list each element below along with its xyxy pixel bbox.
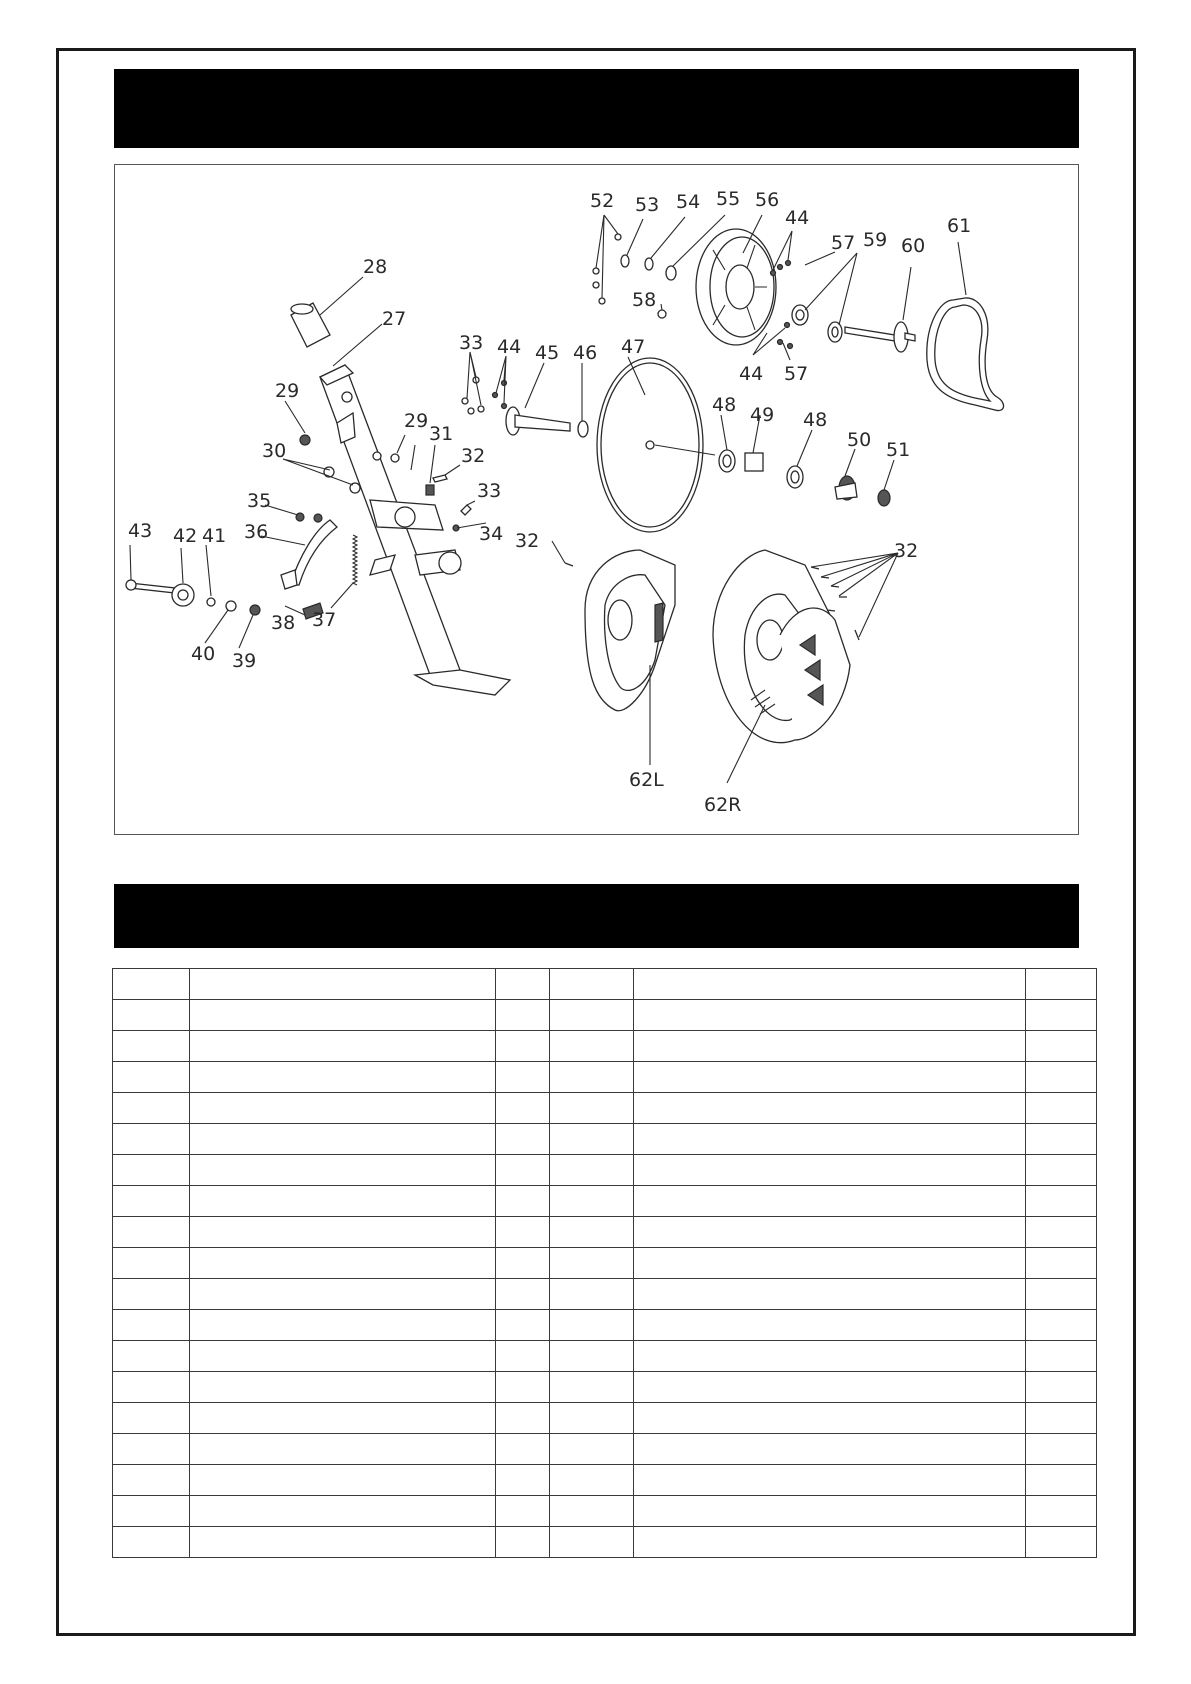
table-cell [550,1279,634,1310]
callout-28: 28 [363,256,388,278]
table-cell [550,1248,634,1279]
part-39-43-axle-group [126,580,260,615]
callout-32c: 32 [894,540,919,562]
callout-37: 37 [312,609,337,631]
table-cell [634,969,1026,1000]
part-45-shaft [506,407,570,435]
part-61-drive-belt [927,298,1004,411]
table-cell [550,969,634,1000]
part-60-axle [845,322,915,352]
table-cell [496,1093,550,1124]
table-cell [1026,1434,1097,1465]
callout-27: 27 [382,308,407,330]
callout-40: 40 [191,643,216,665]
table-cell [1026,1248,1097,1279]
table-cell [550,1310,634,1341]
table-row [113,1186,1097,1217]
table-cell [1026,1000,1097,1031]
callout-44b: 44 [785,207,810,229]
callout-52: 52 [590,190,615,212]
parts-list-table [112,968,1097,1558]
table-cell [496,1465,550,1496]
table-cell [190,1434,496,1465]
callout-32a: 32 [461,445,486,467]
table-cell [113,1124,190,1155]
table-cell [496,1279,550,1310]
table-cell [190,1372,496,1403]
callout-59: 59 [863,229,888,251]
callout-33a: 33 [477,480,502,502]
part-48-49-bearings [719,450,803,488]
table-cell [190,1279,496,1310]
table-cell [1026,1155,1097,1186]
callout-29b: 29 [404,410,429,432]
table-row [113,969,1097,1000]
table-cell [1026,1341,1097,1372]
part-62R-right-cover [713,550,850,743]
table-cell [550,1062,634,1093]
callout-48a: 48 [712,394,737,416]
table-row [113,1527,1097,1558]
table-cell [496,1496,550,1527]
table-cell [496,1434,550,1465]
table-cell [550,1217,634,1248]
table-cell [113,969,190,1000]
table-cell [634,1124,1026,1155]
callout-39: 39 [232,650,257,672]
table-cell [190,1248,496,1279]
table-cell [496,1000,550,1031]
table-cell [634,1465,1026,1496]
table-row [113,1434,1097,1465]
callout-labels [128,188,971,816]
table-cell [113,1155,190,1186]
table-cell [113,1031,190,1062]
parts-list-body [113,969,1097,1558]
exploded-view-drawing [115,165,1080,836]
table-cell [634,1031,1026,1062]
table-cell [550,1403,634,1434]
table-cell [190,1000,496,1031]
table-row [113,1031,1097,1062]
table-cell [634,1155,1026,1186]
table-cell [190,1310,496,1341]
table-cell [634,1341,1026,1372]
callout-45: 45 [535,342,560,364]
table-cell [496,1155,550,1186]
callout-51: 51 [886,439,911,461]
table-cell [1026,1031,1097,1062]
table-cell [113,1279,190,1310]
table-row [113,1403,1097,1434]
part-57-59-bearings [771,261,843,349]
table-cell [496,1031,550,1062]
table-cell [113,1310,190,1341]
table-cell [1026,1186,1097,1217]
callout-56: 56 [755,189,780,211]
table-cell [1026,1496,1097,1527]
table-cell [113,1496,190,1527]
table-cell [496,1186,550,1217]
table-row [113,1155,1097,1186]
table-row [113,1279,1097,1310]
table-cell [496,1217,550,1248]
table-cell [550,1496,634,1527]
table-cell [113,1062,190,1093]
table-cell [190,1496,496,1527]
table-cell [113,1465,190,1496]
table-row [113,1217,1097,1248]
table-row [113,1248,1097,1279]
table-row [113,1465,1097,1496]
table-row [113,1000,1097,1031]
table-cell [1026,1062,1097,1093]
table-cell [113,1527,190,1558]
table-cell [190,1093,496,1124]
table-cell [496,1124,550,1155]
callout-30: 30 [262,440,287,462]
table-cell [113,1248,190,1279]
table-cell [550,1124,634,1155]
table-cell [113,1341,190,1372]
table-cell [1026,1527,1097,1558]
callout-47: 47 [621,336,646,358]
callout-46: 46 [573,342,598,364]
table-cell [634,1310,1026,1341]
part-56-pulley [696,229,776,345]
part-46-washer [578,421,588,437]
part-50-51-freewheel [835,476,890,506]
table-cell [634,1217,1026,1248]
table-cell [1026,1465,1097,1496]
callout-55: 55 [716,188,741,210]
table-cell [190,1403,496,1434]
table-cell [190,1527,496,1558]
callout-62L: 62L [629,769,664,791]
table-cell [113,1372,190,1403]
table-cell [113,1217,190,1248]
table-cell [113,1434,190,1465]
table-cell [550,1341,634,1372]
callout-62R: 62R [704,794,742,816]
table-cell [1026,1403,1097,1434]
table-cell [1026,1124,1097,1155]
part-33-44-small-fasteners [462,377,507,414]
callout-43: 43 [128,520,153,542]
table-cell [190,1062,496,1093]
table-cell [113,1186,190,1217]
table-cell [190,1155,496,1186]
part-37-spring [353,535,357,585]
callout-42: 42 [173,525,198,547]
table-cell [550,1527,634,1558]
table-row [113,1341,1097,1372]
callout-32b: 32 [515,530,540,552]
callout-41: 41 [202,525,227,547]
table-cell [113,1093,190,1124]
table-cell [496,1310,550,1341]
table-cell [190,1186,496,1217]
table-cell [634,1186,1026,1217]
table-cell [550,1155,634,1186]
table-cell [496,1372,550,1403]
table-cell [550,1031,634,1062]
callout-60: 60 [901,235,926,257]
table-cell [113,1403,190,1434]
table-row [113,1496,1097,1527]
parts-list-header-bar [114,884,1079,948]
table-cell [634,1434,1026,1465]
part-32-bolt [433,475,447,482]
table-cell [550,1434,634,1465]
table-cell [1026,1310,1097,1341]
table-cell [1026,1279,1097,1310]
table-cell [496,1248,550,1279]
table-cell [634,1527,1026,1558]
table-cell [634,1403,1026,1434]
callout-57a: 57 [831,232,856,254]
table-cell [1026,1093,1097,1124]
table-row [113,1093,1097,1124]
callout-50: 50 [847,429,872,451]
table-row [113,1310,1097,1341]
table-cell [190,1465,496,1496]
table-cell [190,969,496,1000]
table-cell [634,1279,1026,1310]
callout-44a: 44 [497,336,522,358]
table-row [113,1062,1097,1093]
part-35-36-brake-arm [281,513,337,589]
callout-58: 58 [632,289,657,311]
exploded-parts-diagram [114,164,1079,835]
table-cell [550,1186,634,1217]
callout-31: 31 [429,423,454,445]
table-cell [496,1341,550,1372]
table-cell [496,969,550,1000]
table-cell [190,1217,496,1248]
callout-57b: 57 [784,363,809,385]
table-row [113,1372,1097,1403]
table-cell [550,1000,634,1031]
callout-44c: 44 [739,363,764,385]
callout-53: 53 [635,194,660,216]
table-cell [634,1093,1026,1124]
callout-61: 61 [947,215,972,237]
table-cell [113,1000,190,1031]
table-cell [634,1062,1026,1093]
exploded-diagram-header-bar [114,69,1079,148]
table-cell [634,1372,1026,1403]
part-28-end-cap [291,303,330,347]
table-cell [634,1496,1026,1527]
table-cell [550,1093,634,1124]
callout-29a: 29 [275,380,300,402]
callout-48b: 48 [803,409,828,431]
part-62L-left-cover [585,550,675,711]
callout-36: 36 [244,521,269,543]
part-47-flywheel-disc [597,358,715,532]
table-cell [550,1372,634,1403]
callout-54: 54 [676,191,701,213]
table-row [113,1124,1097,1155]
table-cell [634,1248,1026,1279]
part-31-clip [411,445,434,495]
table-cell [1026,969,1097,1000]
callout-34: 34 [479,523,504,545]
table-cell [190,1031,496,1062]
table-cell [550,1465,634,1496]
callout-49: 49 [750,404,775,426]
table-cell [190,1124,496,1155]
table-cell [190,1341,496,1372]
table-cell [496,1403,550,1434]
table-cell [1026,1372,1097,1403]
callout-33b: 33 [459,332,484,354]
table-cell [634,1000,1026,1031]
callout-35: 35 [247,490,272,512]
table-cell [496,1527,550,1558]
table-cell [1026,1217,1097,1248]
callout-38: 38 [271,612,296,634]
table-cell [496,1062,550,1093]
